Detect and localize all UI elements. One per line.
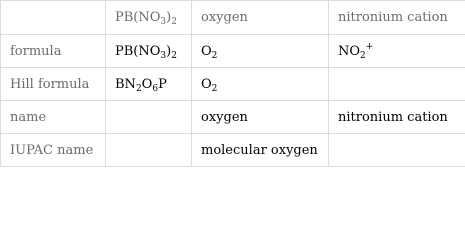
formula-cell: $NO_2^+$: [329, 35, 465, 68]
table-cell: [329, 134, 465, 167]
header-cell-lead-nitrate: $PB(NO_3)_2$: [106, 1, 192, 35]
row-label: name: [1, 101, 106, 134]
table-cell: [106, 134, 192, 167]
header-cell-empty: [1, 1, 106, 35]
header-cell-nitronium-cation: nitronium cation: [329, 1, 465, 35]
table-cell: [106, 101, 192, 134]
table-cell: molecular oxygen: [192, 134, 329, 167]
formula-cell: $BN_2O_6P$: [106, 68, 192, 101]
row-label: IUPAC name: [1, 134, 106, 167]
row-label: formula: [1, 35, 106, 68]
table-row: [1, 101, 465, 134]
formula-cell: $PB(NO_3)_2$: [106, 35, 192, 68]
formula-cell: [329, 68, 465, 101]
table-row: [1, 134, 465, 167]
row-label: Hill formula: [1, 68, 106, 101]
table-row: [1, 68, 465, 101]
table-cell: oxygen: [192, 101, 329, 134]
formula-cell: $O_2$: [192, 68, 329, 101]
formula-cell: $O_2$: [192, 35, 329, 68]
header-cell-oxygen: oxygen: [192, 1, 329, 35]
table-cell: nitronium cation: [329, 101, 465, 134]
table-row: [1, 35, 465, 68]
header-row: [1, 1, 465, 35]
